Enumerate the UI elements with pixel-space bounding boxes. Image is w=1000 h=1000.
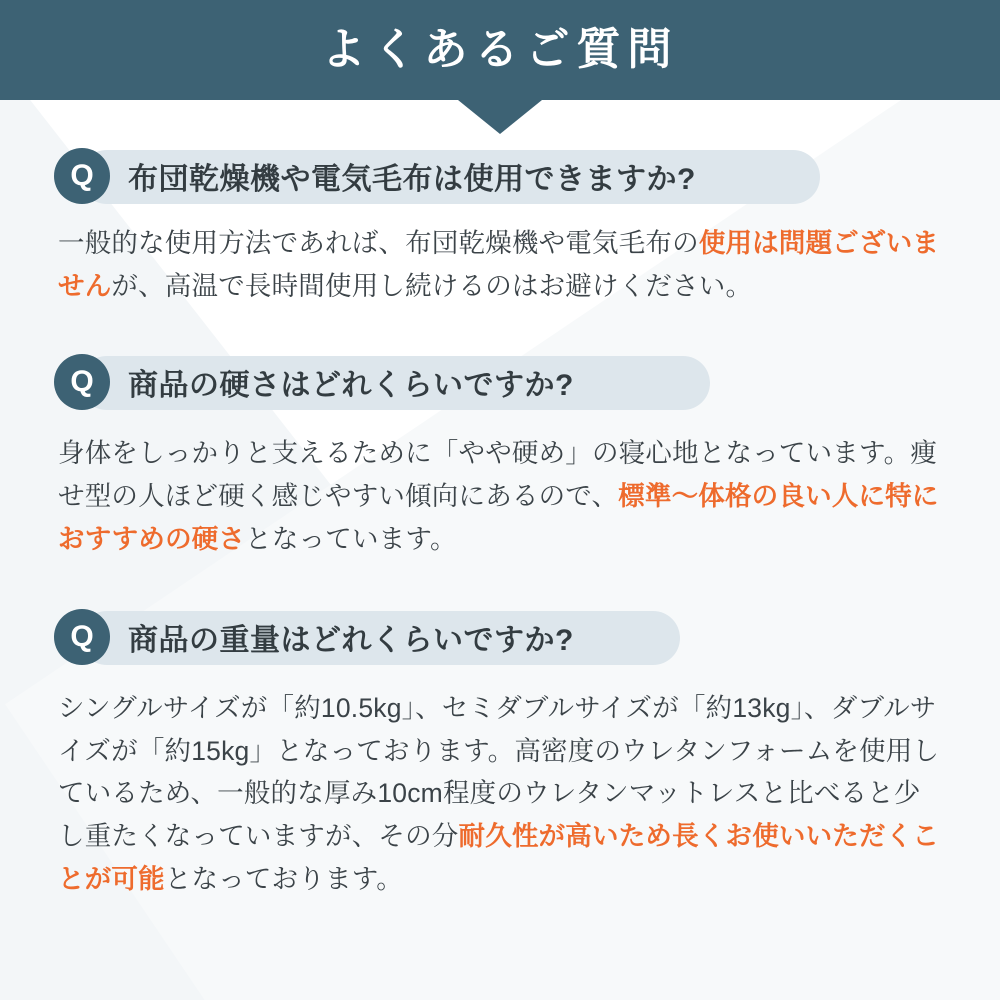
answer-segment: 一般的な使用方法であれば、布団乾燥機や電気毛布の [58,228,699,258]
header-notch-arrow [458,100,542,134]
question-badge-icon: Q [54,148,110,204]
faq-question-text: 布団乾燥機や電気毛布は使用できますか? [128,163,696,196]
faq-answer-text [58,432,946,561]
page-title: よくあるご質問 [321,25,679,74]
faq-item [54,609,946,902]
faq-question-row [54,148,946,204]
answer-segment: シングルサイズが「約10.5kg」、セミダブルサイズが「約13kg」、ダブルサイズが「約15kg」となっております。高密度のウレタンフォームを使用しているため、一般的な厚み10cm程度のウレタンマットレスと比べると少し重たくなっていますが、その分 [58,692,940,852]
faq-list [0,100,1000,901]
answer-segment: となっています。 [245,523,457,554]
answer-highlight: 使用は問題ございません [58,228,940,301]
answer-highlight: 標準〜体格の良い人に特におすすめの硬さ [58,480,939,554]
question-badge-icon: Q [54,609,110,665]
question-badge-icon: Q [54,354,110,410]
answer-segment: が、高温で長時間使用し続けるのはお避けください。 [111,270,753,301]
faq-answer-text [58,687,946,902]
answer-segment: 身体をしっかりと支えるために「やや硬め」の寝心地となっています。痩せ型の人ほど硬く感じやすい傾向にあるので、 [58,437,937,511]
page-header [0,0,1000,100]
faq-question-text: 商品の重量はどれくらいですか? [128,623,574,657]
faq-question-row [54,609,946,665]
answer-highlight: 耐久性が高いため長くお使いいただくことが可能 [58,821,940,895]
answer-segment: となっております。 [164,864,403,895]
faq-question-text: 商品の硬さはどれくらいですか? [128,368,574,402]
faq-item [54,148,946,308]
faq-answer-text [58,222,946,308]
faq-question-row [54,354,946,410]
faq-item [54,354,946,561]
